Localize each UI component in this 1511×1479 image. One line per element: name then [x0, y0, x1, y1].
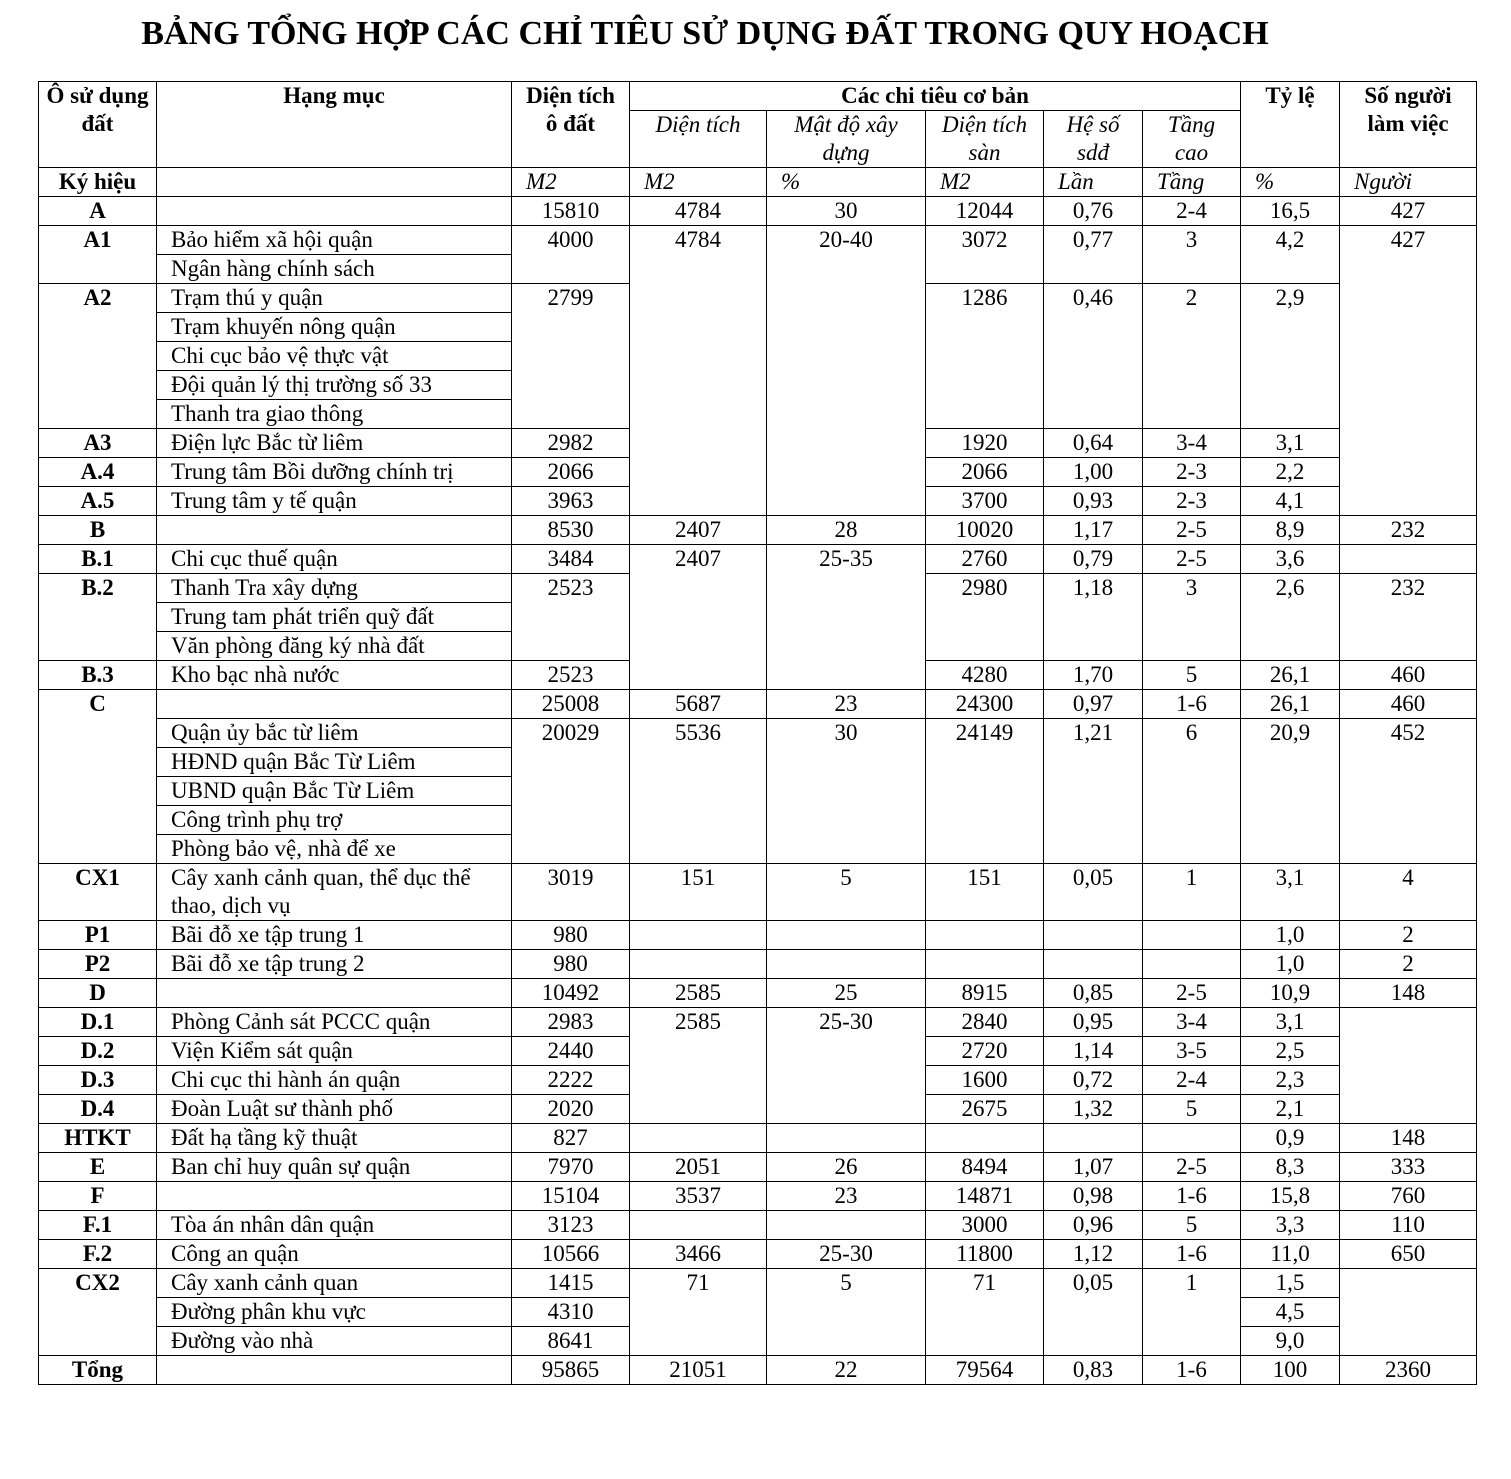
cell-ng: 427	[1340, 226, 1477, 516]
cell-area: 1415	[512, 1269, 630, 1298]
cell-item	[157, 1182, 512, 1211]
cell-san: 4280	[926, 661, 1044, 690]
cell-item: Đường phân khu vực	[157, 1298, 512, 1327]
cell-md: 25-30	[767, 1008, 926, 1124]
cell-item: Tòa án nhân dân quận	[157, 1211, 512, 1240]
cell-hs: 1,12	[1044, 1240, 1143, 1269]
cell-hs: 0,85	[1044, 979, 1143, 1008]
table-row	[39, 1240, 1477, 1269]
cell-san: 24149	[926, 719, 1044, 864]
cell-area: 2982	[512, 429, 630, 458]
cell-hs: 1,21	[1044, 719, 1143, 864]
cell-ng: 2	[1340, 921, 1477, 950]
cell-md: 26	[767, 1153, 926, 1182]
cell-san: 10020	[926, 516, 1044, 545]
cell-ng: 333	[1340, 1153, 1477, 1182]
header-chi-tieu-co-ban: Các chi tiêu cơ bản	[630, 82, 1241, 111]
cell-dt: 71	[630, 1269, 767, 1356]
cell-code: P2	[39, 950, 157, 979]
cell-code: D.3	[39, 1066, 157, 1095]
cell-code: E	[39, 1153, 157, 1182]
cell-code: D	[39, 979, 157, 1008]
cell-item: Điện lực Bắc từ liêm	[157, 429, 512, 458]
table-row	[39, 545, 1477, 574]
cell-area: 10566	[512, 1240, 630, 1269]
cell-san: 71	[926, 1269, 1044, 1356]
cell-dt: 4784	[630, 226, 767, 516]
cell-tang: 1-6	[1143, 1356, 1241, 1385]
cell-tang: 6	[1143, 719, 1241, 864]
cell-area: 8641	[512, 1327, 630, 1356]
cell-md: 23	[767, 1182, 926, 1211]
cell-area: 20029	[512, 719, 630, 864]
cell-san: 2760	[926, 545, 1044, 574]
table-row	[39, 864, 1477, 921]
cell-san: 3072	[926, 226, 1044, 284]
cell-tang: 2-4	[1143, 1066, 1241, 1095]
cell-item: Chi cục bảo vệ thực vật	[157, 342, 512, 371]
cell-ng: 2360	[1340, 1356, 1477, 1385]
cell-san: 1920	[926, 429, 1044, 458]
cell-item: Đoàn Luật sư thành phố	[157, 1095, 512, 1124]
cell-tl: 8,3	[1241, 1153, 1340, 1182]
cell-item: Phòng bảo vệ, nhà để xe	[157, 835, 512, 864]
cell-dt: 21051	[630, 1356, 767, 1385]
table-row	[39, 979, 1477, 1008]
cell-hs: 0,93	[1044, 487, 1143, 516]
cell-item: Bãi đỗ xe tập trung 1	[157, 921, 512, 950]
cell-item: Công trình phụ trợ	[157, 806, 512, 835]
cell-dt: 3466	[630, 1240, 767, 1269]
cell-tl: 26,1	[1241, 690, 1340, 719]
cell-ng: 2	[1340, 950, 1477, 979]
cell-hs: 1,18	[1044, 574, 1143, 661]
cell-tl: 100	[1241, 1356, 1340, 1385]
cell-tang: 3	[1143, 574, 1241, 661]
cell-code: A3	[39, 429, 157, 458]
cell-ng: 427	[1340, 197, 1477, 226]
cell-san: 3000	[926, 1211, 1044, 1240]
cell-tang: 1	[1143, 1269, 1241, 1356]
cell-item	[157, 690, 512, 719]
cell-hs: 0,46	[1044, 284, 1143, 429]
cell-san: 24300	[926, 690, 1044, 719]
cell-md: 25-30	[767, 1240, 926, 1269]
cell-tl: 3,3	[1241, 1211, 1340, 1240]
cell-tl: 1,0	[1241, 950, 1340, 979]
cell-code: CX1	[39, 864, 157, 921]
cell-hs: 0,05	[1044, 864, 1143, 921]
cell-tl: 3,1	[1241, 1008, 1340, 1037]
cell-tl: 2,9	[1241, 284, 1340, 429]
cell-ng: 460	[1340, 661, 1477, 690]
cell-code: A.5	[39, 487, 157, 516]
table-row	[39, 1124, 1477, 1153]
cell-area: 3123	[512, 1211, 630, 1240]
cell-hs: 0,97	[1044, 690, 1143, 719]
header-dien-tich: Diện tích	[630, 111, 767, 168]
units-empty	[157, 168, 512, 197]
cell-area: 2020	[512, 1095, 630, 1124]
table-row	[39, 950, 1477, 979]
cell-code: F	[39, 1182, 157, 1211]
cell-area: 2523	[512, 661, 630, 690]
cell-tl: 4,5	[1241, 1298, 1340, 1327]
cell-tl: 11,0	[1241, 1240, 1340, 1269]
cell-area: 8530	[512, 516, 630, 545]
unit-ng: Người	[1340, 168, 1477, 197]
cell-md: 28	[767, 516, 926, 545]
cell-tang: 2-5	[1143, 1153, 1241, 1182]
cell-tl: 4,1	[1241, 487, 1340, 516]
table-row	[39, 1153, 1477, 1182]
unit-tang: Tầng	[1143, 168, 1241, 197]
unit-hs: Lần	[1044, 168, 1143, 197]
cell-area: 980	[512, 950, 630, 979]
cell-dt: 2407	[630, 545, 767, 690]
unit-dt: M2	[630, 168, 767, 197]
cell-tang: 3-4	[1143, 1008, 1241, 1037]
cell-san: 2675	[926, 1095, 1044, 1124]
cell-item	[157, 197, 512, 226]
cell-tl: 10,9	[1241, 979, 1340, 1008]
cell-item: Phòng Cảnh sát PCCC quận	[157, 1008, 512, 1037]
cell-tang: 2	[1143, 284, 1241, 429]
cell-area: 2799	[512, 284, 630, 429]
cell-md: 5	[767, 864, 926, 921]
table-row	[39, 226, 1477, 255]
cell-hs: 1,32	[1044, 1095, 1143, 1124]
cell-san: 1600	[926, 1066, 1044, 1095]
cell-hs: 1,70	[1044, 661, 1143, 690]
units-row	[39, 168, 1477, 197]
cell-ng	[1340, 545, 1477, 574]
cell-item	[157, 979, 512, 1008]
cell-tang: 1	[1143, 864, 1241, 921]
cell-item: Công an quận	[157, 1240, 512, 1269]
cell-ng: 760	[1340, 1182, 1477, 1211]
cell-item: Đất hạ tầng kỹ thuật	[157, 1124, 512, 1153]
cell-ng	[1340, 1269, 1477, 1356]
cell-dt: 2051	[630, 1153, 767, 1182]
cell-area: 2440	[512, 1037, 630, 1066]
cell-area: 10492	[512, 979, 630, 1008]
cell-area: 3019	[512, 864, 630, 921]
cell-item: Quận ủy bắc từ liêm	[157, 719, 512, 748]
cell-hs: 1,07	[1044, 1153, 1143, 1182]
cell-code: C	[39, 690, 157, 864]
cell-tl: 26,1	[1241, 661, 1340, 690]
unit-md: %	[767, 168, 926, 197]
cell-md: 5	[767, 1269, 926, 1356]
cell-area: 2523	[512, 574, 630, 661]
cell-hs: 0,83	[1044, 1356, 1143, 1385]
cell-code: F.1	[39, 1211, 157, 1240]
cell-area: 7970	[512, 1153, 630, 1182]
cell-code: B.2	[39, 574, 157, 661]
header-mat-do: Mật độ xây dựng	[767, 111, 926, 168]
cell-tl: 1,0	[1241, 921, 1340, 950]
cell-dt: 2585	[630, 979, 767, 1008]
cell-tl: 0,9	[1241, 1124, 1340, 1153]
header-ty-le: Tỷ lệ	[1241, 82, 1340, 168]
cell-hs: 0,98	[1044, 1182, 1143, 1211]
unit-san: M2	[926, 168, 1044, 197]
cell-hs: 0,72	[1044, 1066, 1143, 1095]
cell-code: F.2	[39, 1240, 157, 1269]
cell-tang: 5	[1143, 661, 1241, 690]
cell-code: A.4	[39, 458, 157, 487]
cell-code: A1	[39, 226, 157, 284]
cell-item: Thanh tra giao thông	[157, 400, 512, 429]
cell-area: 3963	[512, 487, 630, 516]
table-row	[39, 719, 1477, 748]
cell-tl: 3,1	[1241, 864, 1340, 921]
cell-hs: 0,76	[1044, 197, 1143, 226]
cell-area: 4000	[512, 226, 630, 284]
cell-tang: 1-6	[1143, 1240, 1241, 1269]
cell-area: 4310	[512, 1298, 630, 1327]
cell-ng: 232	[1340, 516, 1477, 545]
cell-ng: 148	[1340, 1124, 1477, 1153]
cell-san: 8915	[926, 979, 1044, 1008]
cell-tl: 20,9	[1241, 719, 1340, 864]
cell-tang: 2-5	[1143, 545, 1241, 574]
cell-item: Viện Kiểm sát quận	[157, 1037, 512, 1066]
cell-ng: 452	[1340, 719, 1477, 864]
cell-item: Bãi đỗ xe tập trung 2	[157, 950, 512, 979]
header-so-nguoi: Số người làm việc	[1340, 82, 1477, 168]
cell-area: 15104	[512, 1182, 630, 1211]
cell-hs: 0,95	[1044, 1008, 1143, 1037]
cell-tang: 3-5	[1143, 1037, 1241, 1066]
cell-ng: 110	[1340, 1211, 1477, 1240]
header-he-so: Hệ số sdđ	[1044, 111, 1143, 168]
cell-tang: 2-3	[1143, 487, 1241, 516]
cell-ng: 4	[1340, 864, 1477, 921]
cell-tl: 2,2	[1241, 458, 1340, 487]
header-dien-tich-san: Diện tích sàn	[926, 111, 1044, 168]
cell-area: 2983	[512, 1008, 630, 1037]
cell-area: 95865	[512, 1356, 630, 1385]
cell-san: 14871	[926, 1182, 1044, 1211]
units-label: Ký hiệu	[39, 168, 157, 197]
cell-hs: 1,14	[1044, 1037, 1143, 1066]
cell-area: 827	[512, 1124, 630, 1153]
cell-md: 30	[767, 719, 926, 864]
header-dien-tich-o-dat: Diện tích ô đất	[512, 82, 630, 168]
cell-dt: 4784	[630, 197, 767, 226]
cell-tang: 2-5	[1143, 516, 1241, 545]
cell-hs: 1,17	[1044, 516, 1143, 545]
cell-dt: 5536	[630, 719, 767, 864]
table-row	[39, 516, 1477, 545]
cell-san: 2066	[926, 458, 1044, 487]
cell-code: HTKT	[39, 1124, 157, 1153]
cell-code: D.4	[39, 1095, 157, 1124]
cell-area: 2222	[512, 1066, 630, 1095]
cell-item: Ban chỉ huy quân sự quận	[157, 1153, 512, 1182]
table-row	[39, 1008, 1477, 1037]
cell-item: Ngân hàng chính sách	[157, 255, 512, 284]
cell-code: B.3	[39, 661, 157, 690]
cell-area: 980	[512, 921, 630, 950]
cell-md: 22	[767, 1356, 926, 1385]
cell-dt: 3537	[630, 1182, 767, 1211]
cell-area: 15810	[512, 197, 630, 226]
cell-item: Trung tâm Bồi dưỡng chính trị	[157, 458, 512, 487]
cell-san: 12044	[926, 197, 1044, 226]
cell-dt: 2407	[630, 516, 767, 545]
total-row	[39, 1356, 1477, 1385]
cell-item: Văn phòng đăng ký nhà đất	[157, 632, 512, 661]
cell-item: Chi cục thuế quận	[157, 545, 512, 574]
cell-code: D.1	[39, 1008, 157, 1037]
cell-tl: 2,5	[1241, 1037, 1340, 1066]
cell-code: D.2	[39, 1037, 157, 1066]
cell-hs: 0,79	[1044, 545, 1143, 574]
cell-hs: 0,77	[1044, 226, 1143, 284]
cell-tl: 15,8	[1241, 1182, 1340, 1211]
cell-ng: 460	[1340, 690, 1477, 719]
header-o-su-dung-dat: Ô sử dụng đất	[39, 82, 157, 168]
cell-san: 11800	[926, 1240, 1044, 1269]
cell-md: 25	[767, 979, 926, 1008]
cell-hs: 1,00	[1044, 458, 1143, 487]
cell-tl: 8,9	[1241, 516, 1340, 545]
cell-md: 23	[767, 690, 926, 719]
cell-tl: 1,5	[1241, 1269, 1340, 1298]
table-row	[39, 1269, 1477, 1298]
cell-tang: 3-4	[1143, 429, 1241, 458]
cell-code: B.1	[39, 545, 157, 574]
cell-tang: 2-5	[1143, 979, 1241, 1008]
cell-tang: 2-3	[1143, 458, 1241, 487]
table-row	[39, 1182, 1477, 1211]
header-hang-muc: Hạng mục	[157, 82, 512, 168]
cell-item: Chi cục thi hành án quận	[157, 1066, 512, 1095]
cell-san: 3700	[926, 487, 1044, 516]
cell-tang: 3	[1143, 226, 1241, 284]
cell-item: Đường vào nhà	[157, 1327, 512, 1356]
cell-item: Cây xanh cảnh quan	[157, 1269, 512, 1298]
cell-area: 2066	[512, 458, 630, 487]
cell-item	[157, 516, 512, 545]
cell-tl: 3,1	[1241, 429, 1340, 458]
cell-item: Trung tâm y tế quận	[157, 487, 512, 516]
cell-san: 2980	[926, 574, 1044, 661]
cell-area: 3484	[512, 545, 630, 574]
cell-tang: 1-6	[1143, 1182, 1241, 1211]
cell-code: P1	[39, 921, 157, 950]
cell-san: 79564	[926, 1356, 1044, 1385]
cell-code: Tổng	[39, 1356, 157, 1385]
cell-item: Trung tam phát triển quỹ đất	[157, 603, 512, 632]
cell-hs: 0,96	[1044, 1211, 1143, 1240]
cell-item	[157, 1356, 512, 1385]
cell-dt: 151	[630, 864, 767, 921]
unit-area: M2	[512, 168, 630, 197]
cell-dt: 2585	[630, 1008, 767, 1124]
cell-ng: 148	[1340, 979, 1477, 1008]
cell-item: Trạm thú y quận	[157, 284, 512, 313]
cell-hs: 0,05	[1044, 1269, 1143, 1356]
cell-san: 8494	[926, 1153, 1044, 1182]
cell-tl: 9,0	[1241, 1327, 1340, 1356]
table-row	[39, 690, 1477, 719]
cell-code: A	[39, 197, 157, 226]
cell-hs: 0,64	[1044, 429, 1143, 458]
cell-tl: 2,6	[1241, 574, 1340, 661]
land-use-table	[38, 81, 1477, 1385]
cell-md: 30	[767, 197, 926, 226]
cell-ng: 232	[1340, 574, 1477, 661]
cell-item: Đội quản lý thị trường số 33	[157, 371, 512, 400]
header-tang-cao: Tầng cao	[1143, 111, 1241, 168]
cell-tang: 5	[1143, 1211, 1241, 1240]
cell-code: CX2	[39, 1269, 157, 1356]
cell-dt: 5687	[630, 690, 767, 719]
cell-area: 25008	[512, 690, 630, 719]
cell-item: Bảo hiểm xã hội quận	[157, 226, 512, 255]
table-row	[39, 1211, 1477, 1240]
page-title: BẢNG TỔNG HỢP CÁC CHỈ TIÊU SỬ DỤNG ĐẤT TRONG QUY HOẠCH	[141, 15, 1269, 52]
cell-item: Trạm khuyến nông quận	[157, 313, 512, 342]
cell-item: Thanh Tra xây dựng	[157, 574, 512, 603]
cell-san: 1286	[926, 284, 1044, 429]
cell-tl: 16,5	[1241, 197, 1340, 226]
cell-tl: 2,1	[1241, 1095, 1340, 1124]
cell-item: Kho bạc nhà nước	[157, 661, 512, 690]
cell-code: B	[39, 516, 157, 545]
cell-tang: 5	[1143, 1095, 1241, 1124]
table-row	[39, 197, 1477, 226]
unit-tl: %	[1241, 168, 1340, 197]
cell-san: 151	[926, 864, 1044, 921]
cell-item: Cây xanh cảnh quan, thể dục thể thao, dịch vụ	[157, 864, 512, 921]
table-row	[39, 921, 1477, 950]
cell-ng	[1340, 1008, 1477, 1124]
cell-tang: 1-6	[1143, 690, 1241, 719]
cell-item: HĐND quận Bắc Từ Liêm	[157, 748, 512, 777]
cell-md: 20-40	[767, 226, 926, 516]
cell-md: 25-35	[767, 545, 926, 690]
cell-tl: 3,6	[1241, 545, 1340, 574]
cell-code: A2	[39, 284, 157, 429]
cell-tl: 4,2	[1241, 226, 1340, 284]
cell-san: 2840	[926, 1008, 1044, 1037]
cell-item: UBND quận Bắc Từ Liêm	[157, 777, 512, 806]
cell-san: 2720	[926, 1037, 1044, 1066]
cell-tl: 2,3	[1241, 1066, 1340, 1095]
cell-tang: 2-4	[1143, 197, 1241, 226]
header-row-1	[39, 82, 1477, 111]
cell-ng: 650	[1340, 1240, 1477, 1269]
